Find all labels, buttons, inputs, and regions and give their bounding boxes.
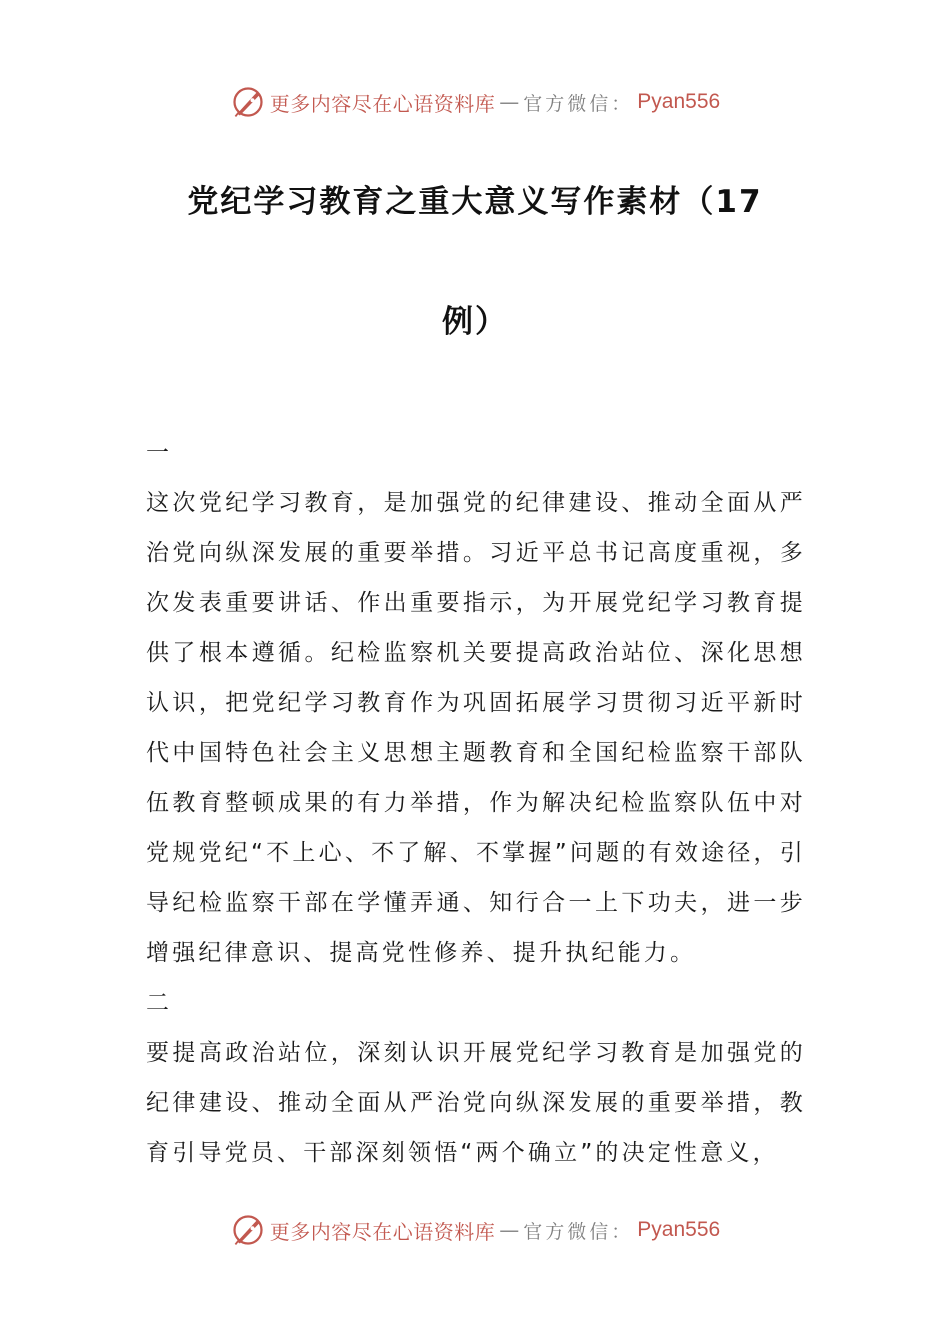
watermark-wechat-id: Pyan556 [637,1218,721,1241]
header-watermark [0,82,950,122]
pen-nib-logo-icon [230,1212,266,1248]
watermark-dash: — [499,90,520,114]
watermark-library-text: 更多内容尽在心语资料库 [269,1219,496,1244]
document-title-line-1: 党纪学习教育之重大意义写作素材（17 [187,184,763,220]
section-paragraph: 要提高政治站位，深刻认识开展党纪学习教育是加强党的纪律建设、推动全面从严治党向纵深发展的重要举措，教育引导党员、干部深刻领悟“两个确立”的决定性意义， [146,1040,806,1166]
watermark-wechat-id: Pyan556 [637,90,721,113]
pen-nib-logo-icon [230,84,266,120]
watermark-library-text: 更多内容尽在心语资料库 [269,91,496,116]
section-number: 一 [146,440,173,466]
document-body [146,428,806,1178]
watermark-wechat-label: 官方微信： [523,92,634,115]
watermark-dash: — [499,1218,520,1242]
section-number: 二 [146,990,173,1016]
footer-watermark [0,1210,950,1250]
section-paragraph: 这次党纪学习教育，是加强党的纪律建设、推动全面从严治党向纵深发展的重要举措。习近平总书记高度重视，多次发表重要讲话、作出重要指示，为开展党纪学习教育提供了根本遵循。纪检监察机关要提高政治站位、深化思想认识，把党纪学习教育作为巩固拓展学习贯彻习近平新时代中国特色社会主义思想主题教育和全国纪检监察干部队伍教育整顿成果的有力举措，作为解决纪检监察队伍中对党规党纪“不上心、不了解、不掌握”问题的有效途径，引导纪检监察干部在学懂弄通、知行合一上下功夫，进一步增强纪律意识、提高党性修养、提升执纪能力。 [146,490,806,966]
document-title-line-2: 例） [442,304,508,340]
watermark-wechat-label: 官方微信： [523,1220,634,1243]
